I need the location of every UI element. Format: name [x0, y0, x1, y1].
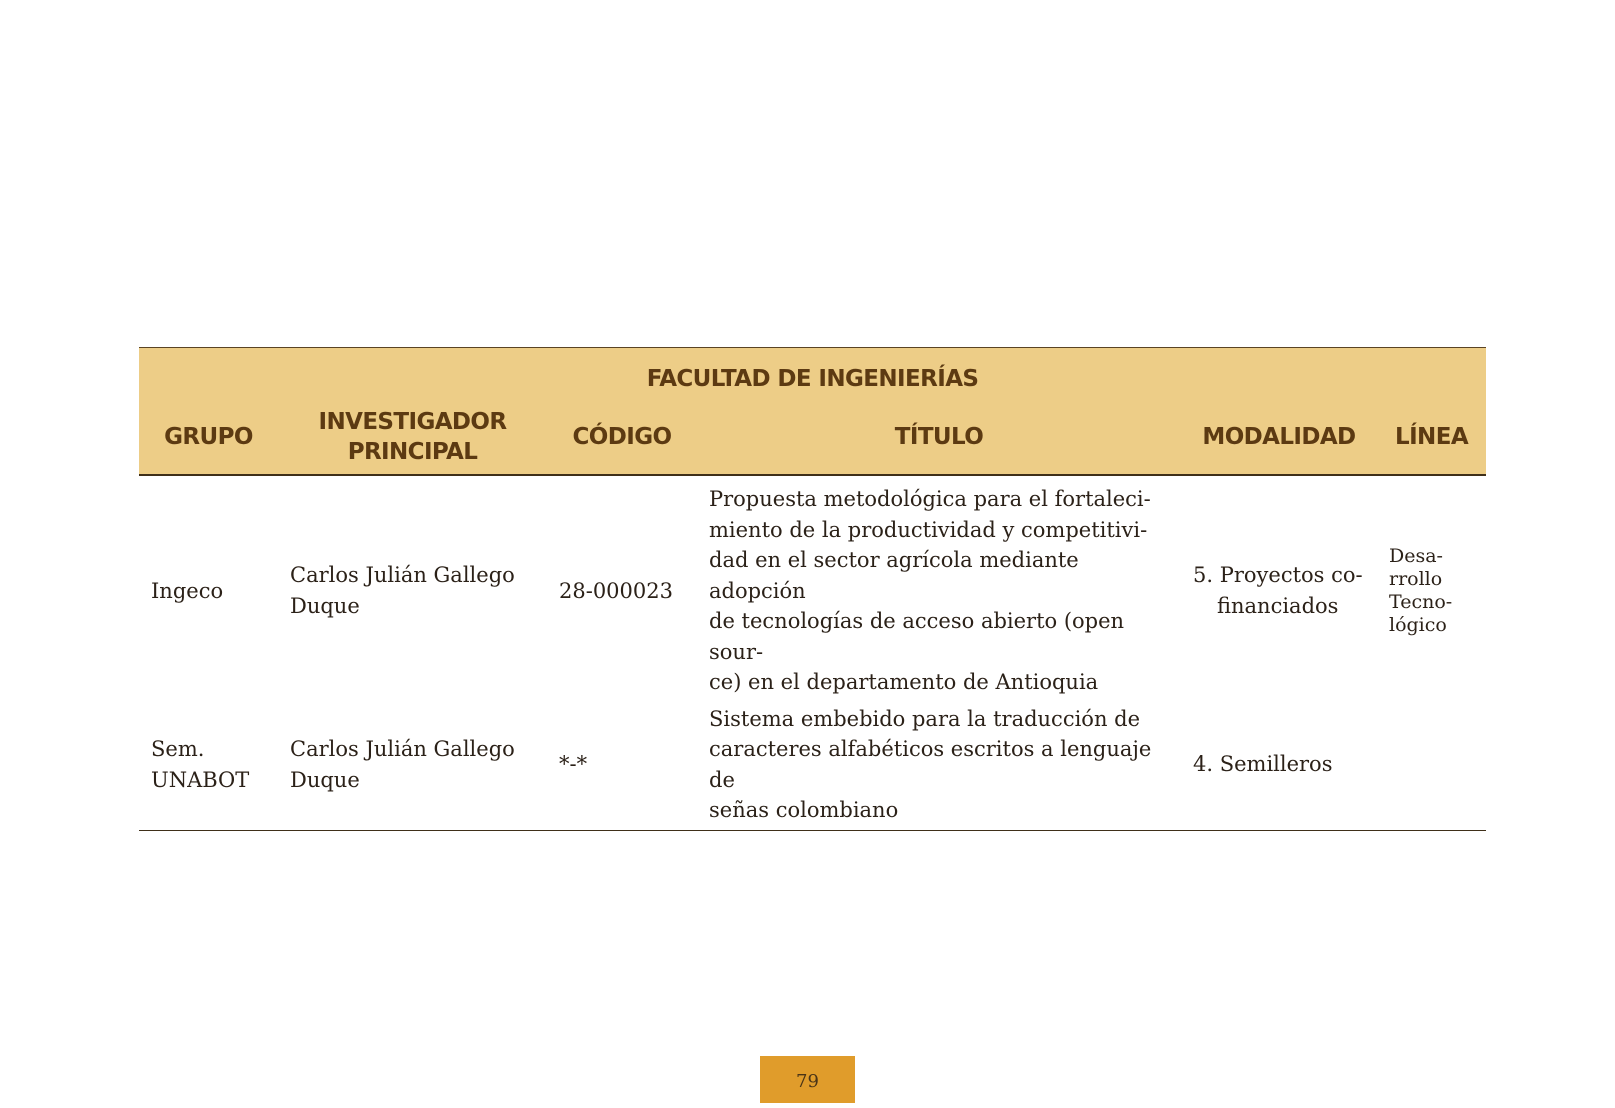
cell-investigador-line2: Duque	[290, 593, 360, 618]
table-row	[139, 700, 1486, 831]
header-investigador-line1: INVESTIGADOR	[318, 409, 507, 435]
header-linea: LÍNEA	[1395, 424, 1469, 450]
cell-titulo-line5: ce) en el departamento de Antioquia	[709, 670, 1099, 694]
cell-investigador-line1: Carlos Julián Gallego	[290, 563, 515, 588]
cell-linea-line4: lógico	[1389, 613, 1447, 636]
cell-titulo	[697, 700, 1181, 831]
cell-titulo-line1: Propuesta metodológica para el fortaleci-	[709, 487, 1151, 511]
cell-grupo-line2: UNABOT	[151, 767, 250, 792]
cell-titulo-line3: señas colombiano	[709, 798, 899, 822]
table-row	[139, 475, 1486, 700]
faculty-title: FACULTAD DE INGENIERÍAS	[646, 366, 979, 392]
cell-modalidad-line1: 5. Proyectos co-	[1193, 563, 1363, 588]
cell-investigador-line1: Carlos Julián Gallego	[290, 737, 515, 761]
column-header-row	[139, 404, 1486, 475]
page-number: 79	[760, 1056, 855, 1103]
research-projects-table-container	[139, 347, 1486, 831]
cell-modalidad-line2: financiados	[1217, 593, 1339, 618]
cell-titulo-line3: dad en el sector agrícola mediante adopción	[709, 548, 1079, 603]
header-grupo: GRUPO	[164, 424, 253, 450]
cell-titulo-line2: caracteres alfabéticos escritos a lenguaje de	[709, 737, 1152, 792]
header-titulo: TÍTULO	[894, 424, 984, 450]
cell-investigador	[278, 475, 547, 700]
header-investigador	[278, 404, 547, 475]
table-header	[139, 348, 1486, 476]
cell-modalidad: 4. Semilleros	[1193, 752, 1333, 777]
cell-modalidad	[1181, 475, 1377, 700]
cell-linea-line3: Tecno-	[1389, 590, 1453, 613]
cell-linea	[1377, 700, 1486, 831]
cell-codigo: *-*	[559, 752, 588, 777]
cell-linea-line1: Desa-	[1389, 544, 1443, 567]
header-investigador-line2: PRINCIPAL	[347, 439, 478, 465]
cell-titulo-line4: de tecnologías de acceso abierto (open sour-	[709, 609, 1125, 664]
header-codigo: CÓDIGO	[572, 424, 672, 450]
table-body	[139, 475, 1486, 830]
cell-investigador-line2: Duque	[290, 767, 360, 792]
header-modalidad: MODALIDAD	[1202, 424, 1356, 450]
cell-titulo-line2: miento de la productividad y competitivi-	[709, 517, 1148, 542]
cell-investigador	[278, 700, 547, 831]
cell-linea-line2: rrollo	[1389, 567, 1443, 590]
cell-titulo-line1: Sistema embebido para la traducción de	[709, 706, 1141, 731]
cell-grupo: Ingeco	[151, 578, 224, 603]
cell-linea	[1377, 475, 1486, 700]
faculty-header-row	[139, 348, 1486, 405]
cell-codigo: 28-000023	[559, 578, 673, 603]
cell-grupo-line1: Sem.	[151, 737, 205, 761]
cell-grupo	[139, 700, 278, 831]
research-projects-table	[139, 347, 1486, 831]
cell-titulo	[697, 475, 1181, 700]
